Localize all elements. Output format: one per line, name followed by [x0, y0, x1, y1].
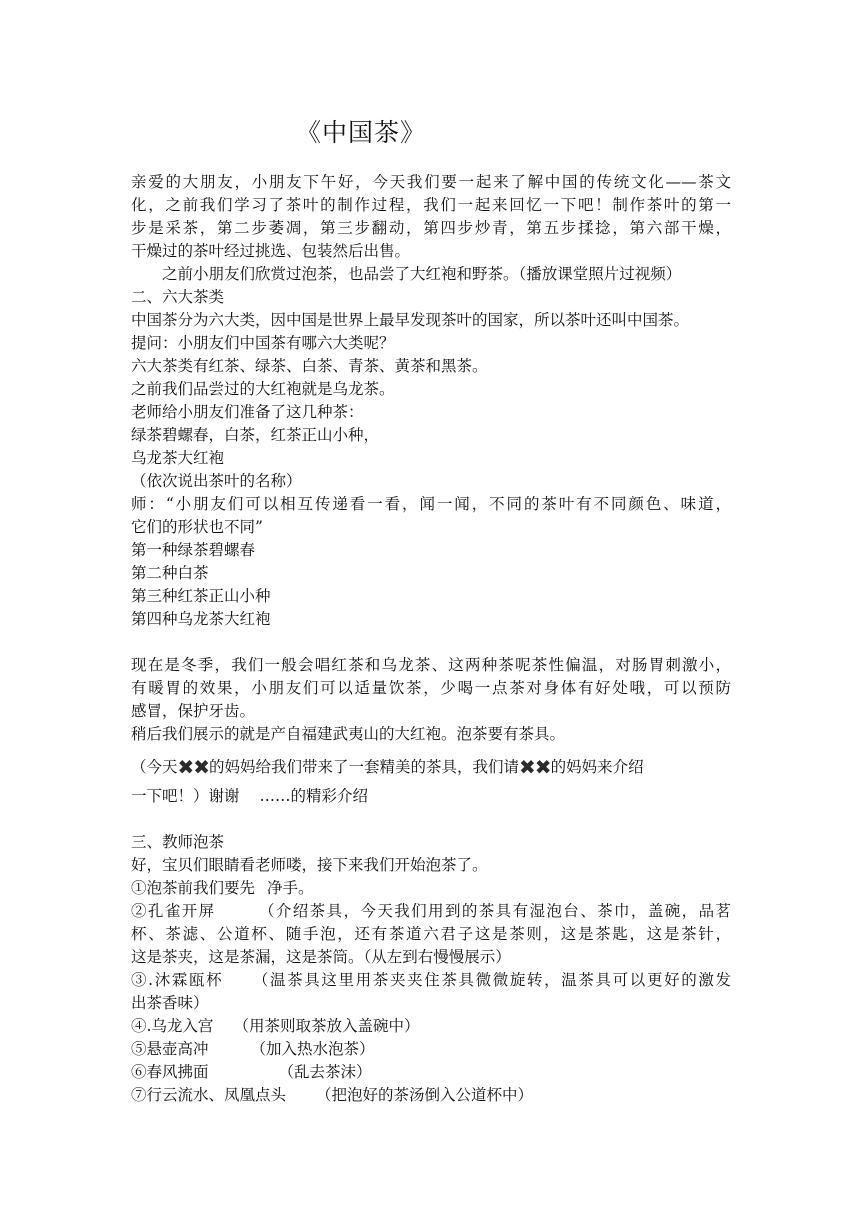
tea-item-1: 第一种绿茶碧螺春 [131, 541, 256, 559]
teaset-intro-line-1 [131, 756, 731, 779]
step-2-note: （介绍茶具，今天我们用到的茶具有湿泡台、茶巾，盖碗，品茗 [257, 902, 731, 920]
teaset-text-a: （今天 [131, 758, 178, 776]
section-heading-teacher-brewing: 三、教师泡茶 [131, 833, 225, 851]
teaset-text-d: 一下吧！）谢谢 [131, 787, 240, 805]
brewing-step-5 [131, 1038, 731, 1061]
brewing-step-3-line-2: 出茶香味） [131, 994, 209, 1012]
teacher-quote-line-2: 它们的形状也不同” [131, 518, 263, 536]
tea-types-line-1: 中国茶分为六大类，因中国是世界上最早发现茶叶的国家，所以茶叶还叫中国茶。 [131, 311, 690, 329]
step-6-name: ⑥春风拂面 [131, 1063, 209, 1081]
tea-types-line-7: 乌龙茶大红袍 [131, 449, 225, 467]
step-3-name: ③.沐霖瓯杯 [131, 971, 224, 989]
step-2-name: ②孔雀开屏 [131, 902, 216, 920]
winter-line-1: 现在是冬季，我们一般会唱红茶和乌龙茶、这两种茶呢茶性偏温，对肠胃刺激小， [131, 656, 731, 674]
section-heading-tea-types: 二、六大茶类 [131, 288, 225, 306]
teaset-text-e: ……的精彩介绍 [259, 787, 369, 805]
step-4-note: （用茶则取茶放入盖碗中） [233, 1017, 420, 1035]
spacer [131, 631, 731, 654]
step-1-note: 净手。 [267, 879, 314, 897]
tea-types-question: 提问：小朋友们中国茶有哪六大类呢？ [131, 334, 395, 352]
placeholder-name-mark-1: ✖✖ [177, 756, 210, 779]
document-title: 《中国茶》 [296, 118, 427, 147]
teaset-intro-line-2 [131, 785, 731, 808]
step-5-name: ⑤悬壶高冲 [131, 1040, 209, 1058]
brewing-step-3 [131, 969, 731, 992]
tea-types-line-6: 绿茶碧螺春，白茶，红茶正山小种， [131, 426, 380, 444]
intro-line-3: 步是采茶，第二步萎凋，第三步翻动，第四步炒青，第五步揉捻，第六部干燥， [131, 219, 731, 237]
tea-types-line-4: 之前我们品尝过的大红袍就是乌龙茶。 [131, 380, 395, 398]
spacer [131, 808, 731, 831]
intro-line-4: 干燥过的茶叶经过挑选、包装然后出售。 [131, 242, 411, 260]
step-5-note: （加入热水泡茶） [250, 1040, 375, 1058]
teacher-quote-line-1: 师：“小朋友们可以相互传递看一看，闻一闻，不同的茶叶有不同颜色、味道， [131, 495, 731, 513]
step-7-note: （把泡好的茶汤倒入公道杯中） [316, 1086, 534, 1104]
teaset-text-c: 的妈妈来介绍 [550, 758, 644, 776]
tea-types-line-5: 老师给小朋友们准备了这几种茶： [131, 403, 364, 421]
brewing-step-2-line-2: 杯、茶滤、公道杯、随手泡，还有茶道六君子这是茶则，这是茶匙，这是茶针， [131, 925, 731, 943]
tea-types-answer: 六大茶类有红茶、绿茶、白茶、青茶、黄茶和黑茶。 [131, 357, 488, 375]
brewing-step-6 [131, 1061, 731, 1084]
step-7-name: ⑦行云流水、凤凰点头 [131, 1086, 287, 1104]
winter-line-4: 稍后我们展示的就是产自福建武夷山的大红袍。泡茶要有茶具。 [131, 725, 566, 743]
step-1-name: ①泡茶前我们要先 [131, 879, 256, 897]
tea-item-2: 第二种白茶 [131, 564, 209, 582]
intro-line-2: 化，之前我们学习了茶叶的制作过程，我们一起来回忆一下吧！制作茶叶的第一 [131, 196, 731, 214]
brewing-step-1 [131, 877, 731, 900]
brewing-step-4 [131, 1015, 731, 1038]
intro-line-1: 亲爱的大朋友，小朋友下午好，今天我们要一起来了解中国的传统文化——茶文 [131, 173, 731, 191]
tea-types-line-8: （依次说出茶叶的名称） [131, 472, 302, 490]
teaset-text-b: 的妈妈给我们带来了一套精美的茶具，我们请 [209, 758, 520, 776]
step-3-note: （温茶具这里用茶夹夹住茶具微微旋转，温茶具可以更好的激发 [251, 971, 731, 989]
brewing-intro: 好，宝贝们眼睛看老师喽，接下来我们开始泡茶了。 [131, 856, 488, 874]
tea-item-4: 第四种乌龙茶大红袍 [131, 610, 271, 628]
placeholder-name-mark-2: ✖✖ [519, 756, 551, 779]
tea-item-3: 第三种红茶正山小种 [131, 587, 271, 605]
winter-line-2: 有暖胃的效果，小朋友们可以适量饮茶，少喝一点茶对身体有好处哦，可以预防 [131, 679, 731, 697]
intro-line-5: 之前小朋友们欣赏过泡茶，也品尝了大红袍和野茶。（播放课堂照片过视频） [162, 265, 682, 283]
brewing-step-2-line-3: 这是茶夹，这是茶漏，这是茶筒。（从左到右慢慢展示） [131, 948, 511, 966]
brewing-step-2 [131, 900, 731, 923]
winter-line-3: 感冒，保护牙齿。 [131, 702, 256, 720]
document-body [131, 171, 731, 1107]
brewing-step-7 [131, 1084, 731, 1107]
step-4-name: ④.乌龙入宫 [131, 1017, 214, 1035]
step-6-note: （乱去茶沫） [278, 1063, 372, 1081]
